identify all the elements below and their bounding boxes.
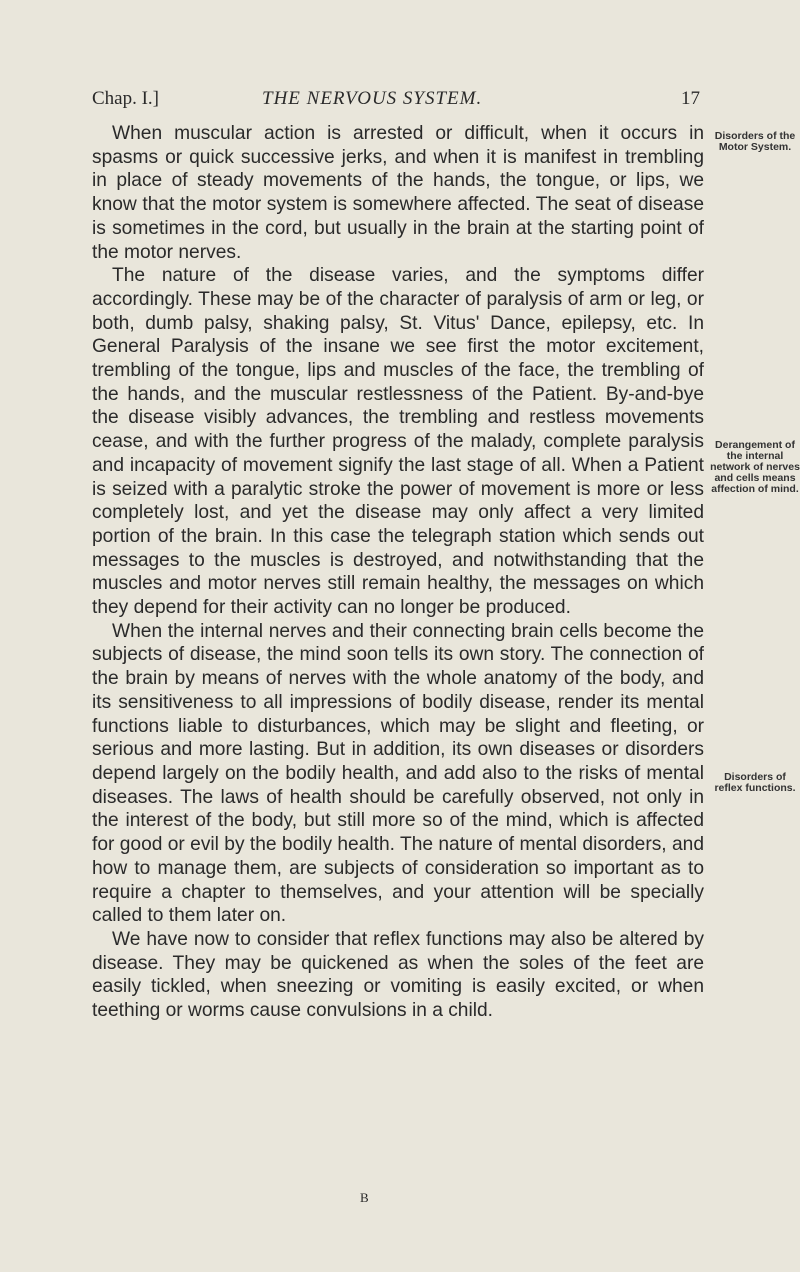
paragraph: The nature of the disease varies, and the symptoms differ accordingly. These may be of the character of paralysis of arm or leg, or both, dumb palsy, shaking palsy, St. Vitus' Dance, epilepsy, etc. In General Paralysis of the insane we see first the motor excitement, trembling of the tongue, lips and muscles of the face, the trembling of the hands, and the muscular restlessness of the Patient. By-and-bye the disease visibly advances, the trembling and restless movements cease, and with the further progress of the malady, complete paralysis and incapacity of movement signify the last stage of all. When a Patient is seized with a paralytic stroke the power of movement is more or less completely lost, and yet the disease may only affect a very limited portion of the brain. In this case the telegraph station which sends out messages to the muscles is destroyed, and notwithstanding that the muscles and motor nerves still remain healthy, the messages on which they depend for their activity can no longer be produced. — [92, 265, 704, 619]
chapter-label: Chap. I.] — [92, 88, 160, 109]
running-header — [92, 88, 700, 114]
paragraph: When muscular action is arrested or difficult, when it occurs in spasms or quick successive jerks, and when it is manifest in trembling in place of steady movements of the hands, the tongue, or lips, we know that the motor system is somewhere affected. The seat of disease is sometimes in the cord, but usually in the brain at the starting point of the motor nerves. — [92, 123, 704, 263]
side-note: Disorders of reflex functions. — [714, 771, 796, 794]
body-text — [92, 122, 704, 1023]
paragraph: We have now to consider that reflex functions may also be altered by disease. They may be quickened as when the soles of the feet are easily tickled, when sneezing or vomiting is easily excited, or when teething or worms cause convulsions in a child. — [92, 928, 704, 1022]
page-number: 17 — [681, 88, 700, 109]
signature-mark: B — [360, 1190, 369, 1205]
running-title: THE NERVOUS SYSTEM. — [262, 88, 483, 109]
side-note: Derangement of the internal network of nerves and cells means affection of mind. — [710, 439, 800, 495]
paragraph: When the internal nerves and their connecting brain cells become the subjects of disease, the mind soon tells its own story. The connection of the brain by means of nerves with the whole anatomy of the body, and its sensitiveness to all impressions of bodily disease, render its mental functions liable to disturbances, which may be slight and fleeting, or serious and more lasting. But in addition, its own diseases or disorders depend largely on the bodily health, and add also to the risks of mental diseases. The laws of health should be carefully observed, not only in the interest of the body, but still more so of the mind, which is affected for good or evil by the bodily health. The nature of mental disorders, and how to manage them, are subjects of consideration so important as to require a chapter to themselves, and your attention will be specially called to them later on. — [92, 620, 704, 927]
side-note: Disorders of the Motor System. — [714, 130, 796, 153]
